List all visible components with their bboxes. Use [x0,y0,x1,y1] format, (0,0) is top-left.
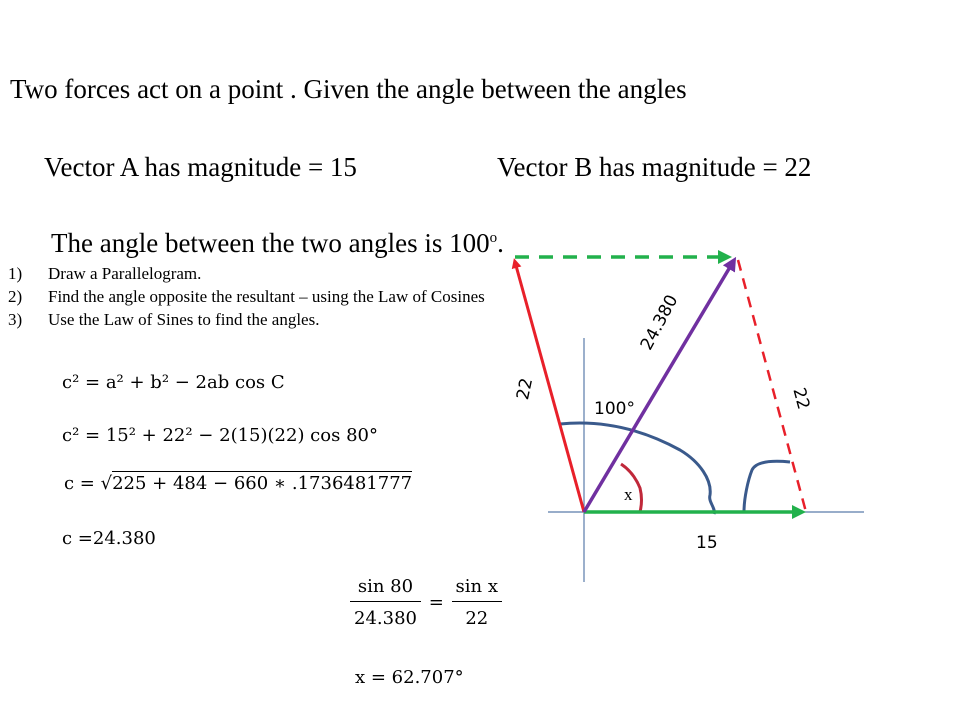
right-side-label: 22 [788,385,814,412]
resultant-label: 24.380 [636,291,683,354]
right-dashed-side [738,260,806,512]
fraction-denominator: 24.380 [354,608,417,629]
fraction-numerator: sin 80 [350,576,421,602]
problem-title: Two forces act on a point . Given the angle between the angles [10,74,687,104]
bottom-label: 15 [696,533,718,553]
angle-x-label: x [624,485,633,504]
angle-statement-text: The angle between the two angles is 100 [51,228,490,258]
x-result: x = 62.707° [355,667,464,688]
step-text: Use the Law of Sines to find the angles. [48,310,320,329]
bottom-right-arc [744,461,790,512]
vector-b-statement: Vector B has magnitude = 22 [497,152,812,182]
step-number: 2) [8,287,23,306]
vector-a-statement: Vector A has magnitude = 15 [44,152,357,182]
law-of-cosines-equation: c² = a² + b² − 2ab cos C [62,372,285,393]
equals-sign: = [428,592,444,613]
sqrt-prefix: c = √ [64,473,113,494]
step-number: 3) [8,310,23,329]
resultant-arrow [584,262,733,512]
angle-100-arc [560,423,714,514]
angle-statement-end: . [497,228,504,258]
step-text: Find the angle opposite the resultant – using the Law of Cosines [48,287,485,306]
step-text: Draw a Parallelogram. [48,264,202,283]
sqrt-radicand: 225 + 484 − 660 ∗ .1736481777 [112,473,413,494]
fraction-denominator: 22 [465,608,489,629]
angle-100-label: 100° [594,399,635,419]
degree-superscript: o [489,230,498,246]
substituted-equation: c² = 15² + 22² − 2(15)(22) cos 80° [62,425,378,446]
left-side-label: 22 [513,376,538,402]
fraction-numerator: sin x [452,576,502,602]
c-result: c =24.380 [62,528,156,549]
step-number: 1) [8,264,23,283]
